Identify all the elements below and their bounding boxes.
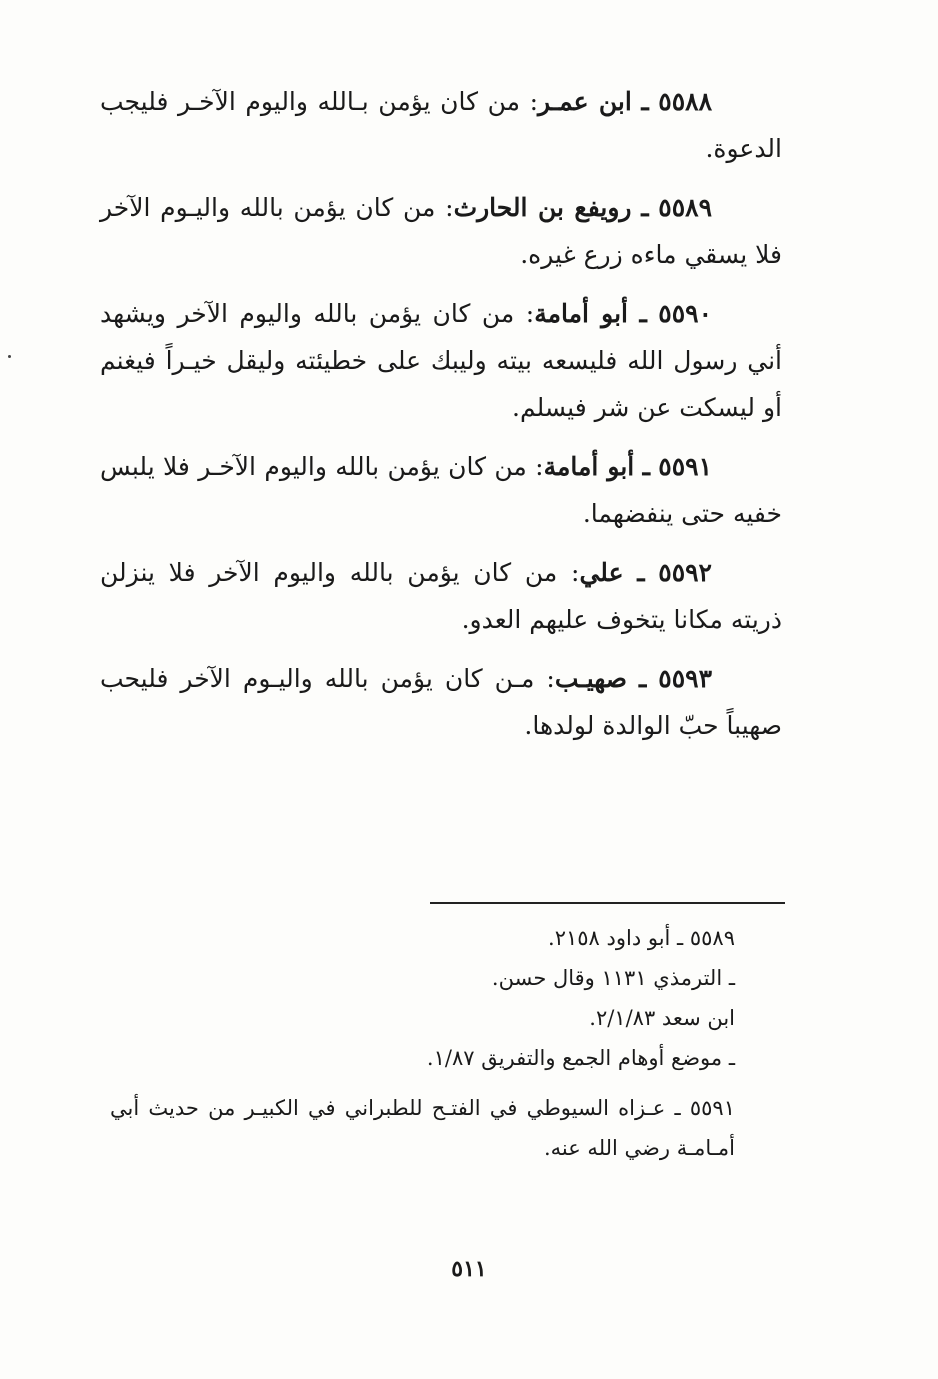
hadith-dash: ـ — [641, 193, 649, 222]
footnote-line: ٥٥٩١ ـ عـزاه السيوطي في الفتـح للطبراني في الكبيـر من حديث أبي أمـامـة رضي الله عنه. — [110, 1096, 735, 1160]
hadith-number: ٥٥٩٠ — [658, 299, 712, 328]
footnote-line: ـ موضع أوهام الجمع والتفريق ١/٨٧. — [426, 1046, 735, 1070]
hadith-dash: ـ — [641, 87, 649, 116]
hadith-narrator: أبو أمامة — [534, 299, 628, 328]
hadith-dash: ـ — [637, 558, 645, 587]
hadith-number: ٥٥٩٣ — [658, 664, 713, 693]
scan-speck — [8, 355, 11, 358]
hadith-narrator: صهيـب — [554, 664, 627, 693]
page-number: ٥١١ — [451, 1256, 487, 1282]
hadith-dash: ـ — [638, 664, 647, 693]
hadith-entry-5590 — [100, 290, 782, 431]
footnote-line: ٥٥٨٩ ـ أبو داود ٢١٥٨. — [548, 926, 735, 950]
hadith-entry-5592 — [100, 549, 782, 643]
hadith-entry-5589 — [100, 184, 782, 278]
hadith-number: ٥٥٩١ — [658, 452, 713, 481]
hadith-text: : من كان يؤمن بالله واليوم الآخـر فلا يلبس خفيه حتى ينفضهما. — [100, 452, 782, 528]
hadith-narrator: ابن عمـر — [538, 87, 632, 116]
hadith-text: : من كان يؤمن بالله واليوم الآخر ويشهد أني رسول الله فليسعه بيته وليبك على خطيئته وليقل خيـراً فيغنم أو ليسكت عن شر فيسلم. — [100, 299, 782, 422]
footnote-line: ـ الترمذي ١١٣١ وقال حسن. — [491, 966, 735, 990]
footnote-separator — [430, 902, 785, 904]
hadith-dash: ـ — [639, 299, 647, 328]
hadith-narrator: علي — [579, 558, 624, 587]
hadith-entry-5588 — [100, 78, 782, 172]
hadith-dash: ـ — [642, 452, 650, 481]
hadith-narrator: رويفع بن الحارث — [453, 193, 632, 222]
hadith-number: ٥٥٨٨ — [658, 87, 712, 116]
hadith-entry-5593 — [100, 655, 782, 749]
footnotes — [110, 918, 790, 1189]
hadith-text: : من كان يؤمن بالله واليـوم الآخر فلا يسقي ماءه زرع غيره. — [100, 193, 782, 269]
hadith-text: : مـن كان يؤمن بالله واليـوم الآخر فليحب صهيباً حبّ الوالدة لولدها. — [100, 664, 782, 740]
hadith-list — [100, 78, 782, 761]
hadith-narrator: أبو أمامة — [543, 452, 635, 481]
hadith-number: ٥٥٨٩ — [658, 193, 713, 222]
hadith-text: : من كان يؤمن بـالله واليوم الآخـر فليجب الدعوة. — [100, 87, 782, 163]
hadith-number: ٥٥٩٢ — [658, 558, 712, 587]
hadith-entry-5591 — [100, 443, 782, 537]
footnote-line: ابن سعد ٢/١/٨٣. — [589, 1006, 735, 1030]
hadith-text: : من كان يؤمن بالله واليوم الآخر فلا ينزلن ذريته مكانا يتخوف عليهم العدو. — [100, 558, 782, 634]
